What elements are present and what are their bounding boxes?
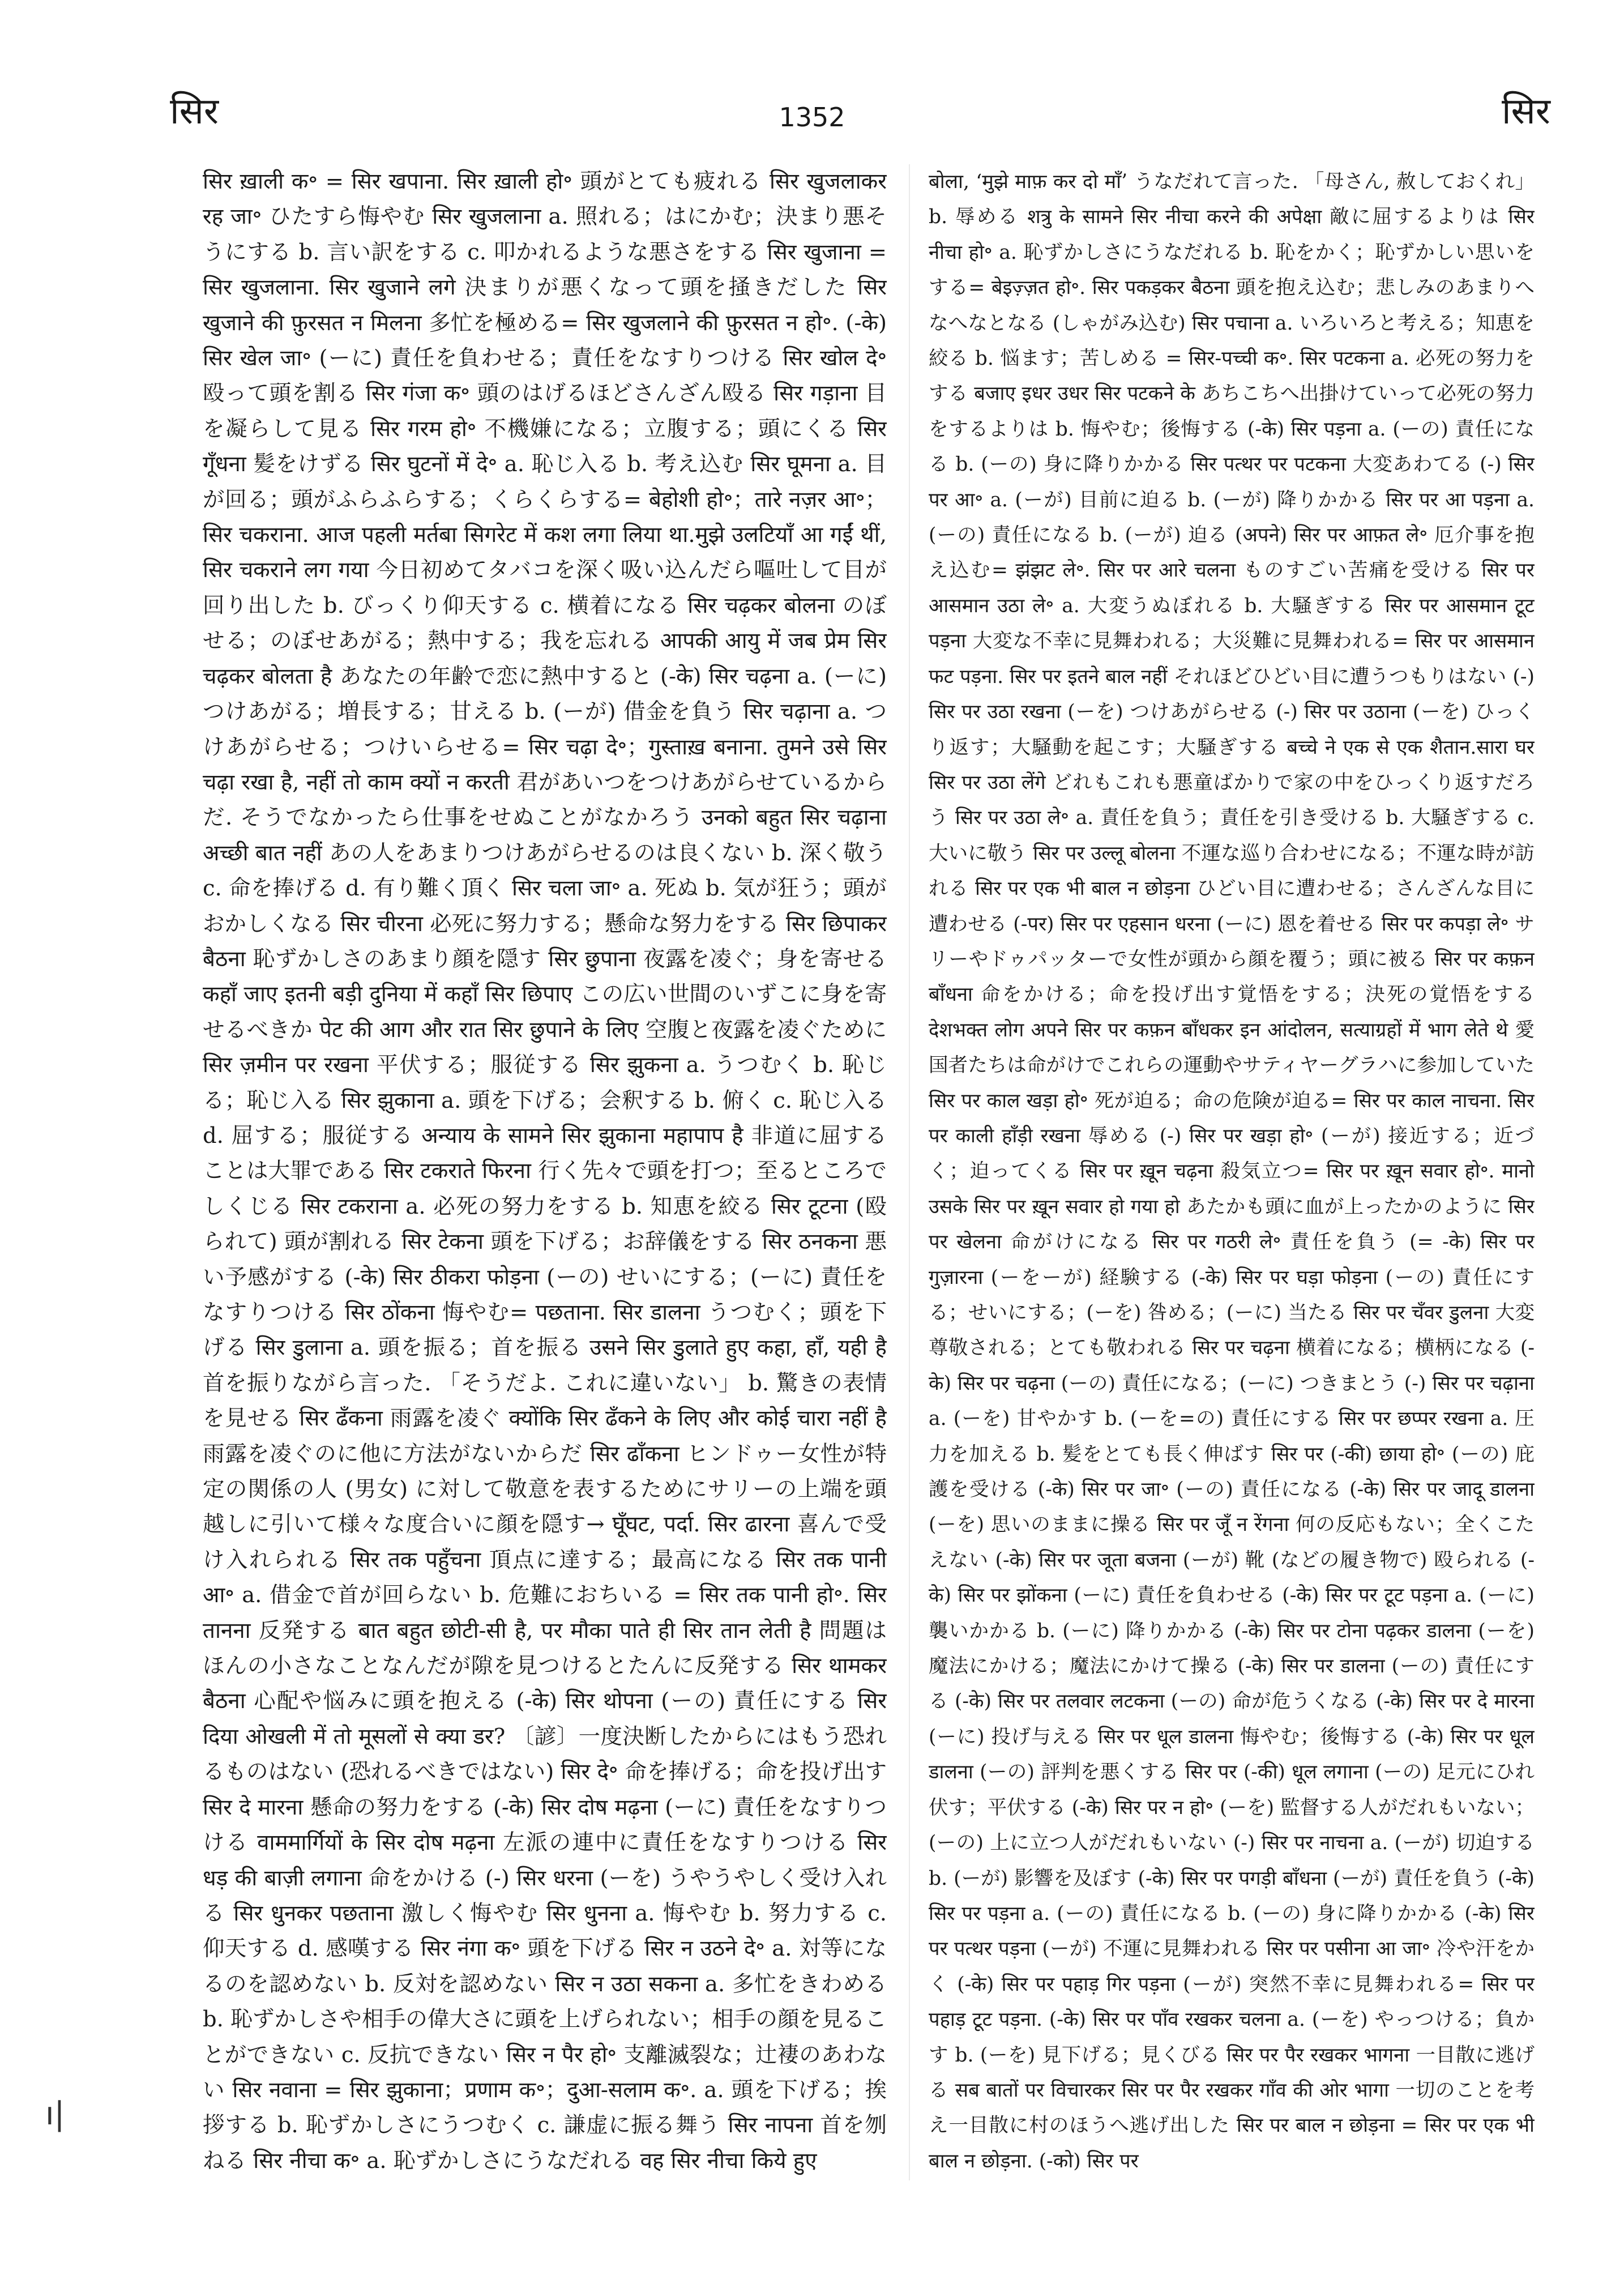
header-guide-word-left: सिर	[170, 91, 219, 133]
margin-mark: ı|	[45, 2095, 65, 2132]
right-column	[929, 164, 1535, 2180]
right-column-entries: बोला, ‘मुझे माफ़ कर दो माँ’ うなだれて言った. 「母さん, 赦しておくれ」 b. 辱める शत्रु के सामने सिर नीचा करने की अपेक्षा 敵に屈するよりは सिर नीचा हो॰ a. 恥ずかしさにうなだれる b. 恥をかく；恥ずかしい思いをする= बेइज़्ज़त हो॰. सिर पकड़कर बैठना 頭を抱え込む；悲しみのあまりへなへなとなる (しゃがみ込む) सिर पचाना a. いろいろと考える；知恵を絞る b. 悩ます；苦しめる = सिर-पच्ची क॰. सिर पटकना a. 必死の努力をする बजाए इधर उधर सिर पटकने के あちこちへ出掛けていって必死の努力をするよりは b. 悔やむ；後悔する (-के) सिर पड़ना a. (ーの) 責任になる b. (ーの) 身に降りかかる सिर पत्थर पर पटकना 大変あわてる (-) सिर पर आ॰ a. (ーが) 目前に迫る b. (ーが) 降りかかる सिर पर आ पड़ना a. (ーの) 責任になる b. (ーが) 迫る (अपने) सिर पर आफ़त ले॰ 厄介事を抱え込む= झंझट ले॰. सिर पर आरे चलना ものすごい苦痛を受ける सिर पर आसमान उठा ले॰ a. 大変うぬぼれる b. 大騒ぎする सिर पर आसमान टूट पड़ना 大変な不幸に見舞われる；大災難に見舞われる= सिर पर आसमान फट पड़ना. सिर पर इतने बाल नहीं それほどひどい目に遭うつもりはない (-) सिर पर उठा रखना (ーを) つけあがらせる (-) सिर पर उठाना (ーを) ひっくり返す；大騒動を起こす；大騒ぎする बच्चे ने एक से एक शैतान.सारा घर सिर पर उठा लेंगे どれもこれも悪童ばかりで家の中をひっくり返すだろう सिर पर उठा ले॰ a. 責任を負う；責任を引き受ける b. 大騒ぎする c. 大いに敬う सिर पर उल्लू बोलना 不運な巡り合わせになる；不運な時が訪れる सिर पर एक भी बाल न छोड़ना ひどい目に遭わせる；さんざんな目に遭わせる (-पर) सिर पर एहसान धरना (ーに) 恩を着せる सिर पर कपड़ा ले॰ サリーやドゥパッターで女性が頭から顔を覆う；頭に被る सिर पर कफ़न बाँधना 命をかける；命を投げ出す覚悟をする；決死の覚悟をする देशभक्त लोग अपने सिर पर कफ़न बाँधकर इन आंदोलन, सत्याग्रहों में भाग लेते थे 愛国者たちは命がけでこれらの運動やサティヤーグラハに参加していた सिर पर काल खड़ा हो॰ 死が迫る；命の危険が迫る= सिर पर काल नाचना. सिर पर काली हाँड़ी रखना 辱める (-) सिर पर खड़ा हो॰ (ーが) 接近する；近づく；迫ってくる सिर पर ख़ून चढ़ना 殺気立つ= सिर पर ख़ून सवार हो॰. मानो उसके सिर पर ख़ून सवार हो गया हो あたかも頭に血が上ったかのように सिर पर खेलना 命がけになる सिर पर गठरी ले॰ 責任を負う (= -के) सिर पर गुज़ारना (ーをーが) 経験する (-के) सिर पर घड़ा फोड़ना (ーの) 責任にする；せいにする；(ーを) 咎める；(ーに) 当たる सिर पर चँवर डुलना 大変尊敬される；とても敬われる सिर पर चढ़ना 横着になる；横柄になる (-के) सिर पर चढ़ना (ーの) 責任になる；(ーに) つきまとう (-) सिर पर चढ़ाना a. (ーを) 甘やかす b. (ーを=の) 責任にする सिर पर छप्पर रखना a. 圧力を加える b. 髪をとても長く伸ばす सिर पर (-की) छाया हो॰ (ーの) 庇護を受ける (-के) सिर पर जा॰ (ーの) 責任になる (-के) सिर पर जादू डालना (ーを) 思いのままに操る सिर पर जूँ न रेंगना 何の反応もない；全くこたえない (-के) सिर पर जूता बजना (ーが) 靴 (などの履き物で) 殴られる (-के) सिर पर झोंकना (ーに) 責任を負わせる (-के) सिर पर टूट पड़ना a. (ーに) 襲いかかる b. (ーに) 降りかかる (-के) सिर पर टोना पढ़कर डालना (ーを) 魔法にかける；魔法にかけて操る (-के) सिर पर डालना (ーの) 責任にする (-के) सिर पर तलवार लटकना (ーの) 命が危うくなる (-के) सिर पर दे मारना (ーに) 投げ与える सिर पर धूल डालना 悔やむ；後悔する (-के) सिर पर धूल डालना (ーの) 評判を悪くする सिर पर (-की) धूल लगाना (ーの) 足元にひれ伏す；平伏する (-के) सिर पर न हो॰ (ーを) 監督する人がだれもいない；(ーの) 上に立つ人がだれもいない (-) सिर पर नाचना a. (ーが) 切迫する b. (ーが) 影響を及ぼす (-के) सिर पर पगड़ी बाँधना (ーが) 責任を負う (-के) सिर पर पड़ना a. (ーの) 責任になる b. (ーの) 身に降りかかる (-के) सिर पर पत्थर पड़ना (ーが) 不運に見舞われる सिर पर पसीना आ जा॰ 冷や汗をかく (-के) सिर पर पहाड़ गिर पड़ना (ーが) 突然不幸に見舞われる= सिर पर पहाड़ टूट पड़ना. (-के) सिर पर पाँव रखकर चलना a. (ーを) やっつける；負かす b. (ーを) 見下げる；見くびる सिर पर पैर रखकर भागना 一目散に逃げる सब बातों पर विचारकर सिर पर पैर रखकर गाँव की ओर भागा 一切のことを考え一目散に村のほうへ逃げ出した सिर पर बाल न छोड़ना = सिर पर एक भी बाल न छोड़ना. (-को) सिर पर	[929, 170, 1535, 2173]
left-column-entries: सिर ख़ाली क॰ = सिर खपाना. सिर ख़ाली हो॰ 頭がとても疲れる सिर खुजलाकर रह जा॰ ひたすら悔やむ सिर खुजलाना a. 照れる；はにかむ；決まり悪そうにする b. 言い訳をする c. 叩かれるような悪さをする सिर खुजाना = सिर खुजलाना. सिर खुजाने लगे 決まりが悪くなって頭を掻きだした सिर खुजाने की फ़ुरसत न मिलना 多忙を極める= सिर खुजलाने की फ़ुरसत न हो॰. (-के) सिर खेल जा॰ (ーに) 責任を負わせる；責任をなすりつける सिर खोल दे॰ 殴って頭を割る सिर गंजा क॰ 頭のはげるほどさんざん殴る सिर गड़ाना 目を凝らして見る सिर गरम हो॰ 不機嫌になる；立腹する；頭にくる सिर गूँधना 髪をけずる सिर घुटनों में दे॰ a. 恥じ入る b. 考え込む सिर घूमना a. 目が回る；頭がふらふらする；くらくらする= बेहोशी हो॰；तारे नज़र आ॰；सिर चकराना. आज पहली मर्तबा सिगरेट में कश लगा लिया था.मुझे उलटियाँ आ गईं थीं, सिर चकराने लग गया 今日初めてタバコを深く吸い込んだら嘔吐して目が回り出した b. びっくり仰天する c. 横着になる सिर चढ़कर बोलना のぼせる；のぼせあがる；熱中する；我を忘れる आपकी आयु में जब प्रेम सिर चढ़कर बोलता है あなたの年齢で恋に熱中すると (-के) सिर चढ़ना a. (ーに) つけあがる；増長する；甘える b. (ーが) 借金を負う सिर चढ़ाना a. つけあがらせる；つけいらせる= सिर चढ़ा दे॰；गुस्ताख़ बनाना. तुमने उसे सिर चढ़ा रखा है, नहीं तो काम क्यों न करती 君があいつをつけあがらせているからだ. そうでなかったら仕事をせぬことがなかろう उनको बहुत सिर चढ़ाना अच्छी बात नहीं あの人をあまりつけあがらせるのは良くない b. 深く敬う c. 命を捧げる d. 有り難く頂く सिर चला जा॰ a. 死ぬ b. 気が狂う；頭がおかしくなる सिर चीरना 必死に努力する；懸命な努力をする सिर छिपाकर बैठना 恥ずかしさのあまり顔を隠す सिर छुपाना 夜露を凌ぐ；身を寄せる कहाँ जाए इतनी बड़ी दुनिया में कहाँ सिर छिपाए この広い世間のいずこに身を寄せるべきか पेट की आग और रात सिर छुपाने के लिए 空腹と夜露を凌ぐために सिर ज़मीन पर रखना 平伏する；服従する सिर झुकना a. うつむく b. 恥じる；恥じ入る सिर झुकाना a. 頭を下げる；会釈する b. 俯く c. 恥じ入る d. 屈する；服従する अन्याय के सामने सिर झुकाना महापाप है 非道に屈することは大罪である सिर टकराते फिरना 行く先々で頭を打つ；至るところでしくじる सिर टकराना a. 必死の努力をする b. 知恵を絞る सिर टूटना (殴られて) 頭が割れる सिर टेकना 頭を下げる；お辞儀をする सिर ठनकना 悪い予感がする (-के) सिर ठीकरा फोड़ना (ーの) せいにする；(ーに) 責任をなすりつける सिर ठोंकना 悔やむ= पछताना. सिर डालना うつむく；頭を下げる सिर डुलाना a. 頭を振る；首を振る उसने सिर डुलाते हुए कहा, हाँ, यही है 首を振りながら言った. 「そうだよ. これに違いない」 b. 驚きの表情を見せる सिर ढँकना 雨露を凌ぐ क्योंकि सिर ढँकने के लिए और कोई चारा नहीं है 雨露を凌ぐのに他に方法がないからだ सिर ढाँकना ヒンドゥー女性が特定の関係の人 (男女) に対して敬意を表するためにサリーの上端を頭越しに引いて様々な度合いに顔を隠す→ घूँघट, पर्दा. सिर ढारना 喜んで受け入れられる सिर तक पहुँचना 頂点に達する；最高になる सिर तक पानी आ॰ a. 借金で首が回らない b. 危難におちいる = सिर तक पानी हो॰. सिर तानना 反発する बात बहुत छोटी-सी है, पर मौका पाते ही सिर तान लेती है 問題はほんの小さなことなんだが隙を見つけるとたんに反発する सिर थामकर बैठना 心配や悩みに頭を抱える (-के) सिर थोपना (ーの) 責任にする सिर दिया ओखली में तो मूसलों से क्या डर? 〔諺〕一度決断したからにはもう恐れるものはない (恐れるべきではない) सिर दे॰ 命を捧げる；命を投げ出す सिर दे मारना 懸命の努力をする (-के) सिर दोष मढ़ना (ーに) 責任をなすりつける वाममार्गियों के सिर दोष मढ़ना 左派の連中に責任をなすりつける सिर धड़ की बाज़ी लगाना 命をかける (-) सिर धरना (ーを) うやうやしく受け入れる सिर धुनकर पछताना 激しく悔やむ सिर धुनना a. 悔やむ b. 努力する c. 仰天する d. 感嘆する सिर नंगा क॰ 頭を下げる सिर न उठने दे॰ a. 対等になるのを認めない b. 反対を認めない सिर न उठा सकना a. 多忙をきわめる b. 恥ずかしさや相手の偉大さに頭を上げられない；相手の顔を見ることができない c. 反抗できない सिर न पैर हो॰ 支離滅裂な；辻褄のあわない सिर नवाना = सिर झुकाना；प्रणाम क॰；दुआ-सलाम क॰. a. 頭を下げる；挨拶する b. 恥ずかしさにうつむく c. 謙虚に振る舞う सिर नापना 首を刎ねる सिर नीचा क॰ a. 恥ずかしさにうなだれる वह सिर नीचा किये हुए	[203, 169, 887, 2174]
column-divider	[909, 164, 910, 2180]
header-guide-word-right: सिर	[1501, 91, 1550, 133]
page-number: 1352	[779, 102, 845, 133]
left-column	[203, 164, 887, 2180]
